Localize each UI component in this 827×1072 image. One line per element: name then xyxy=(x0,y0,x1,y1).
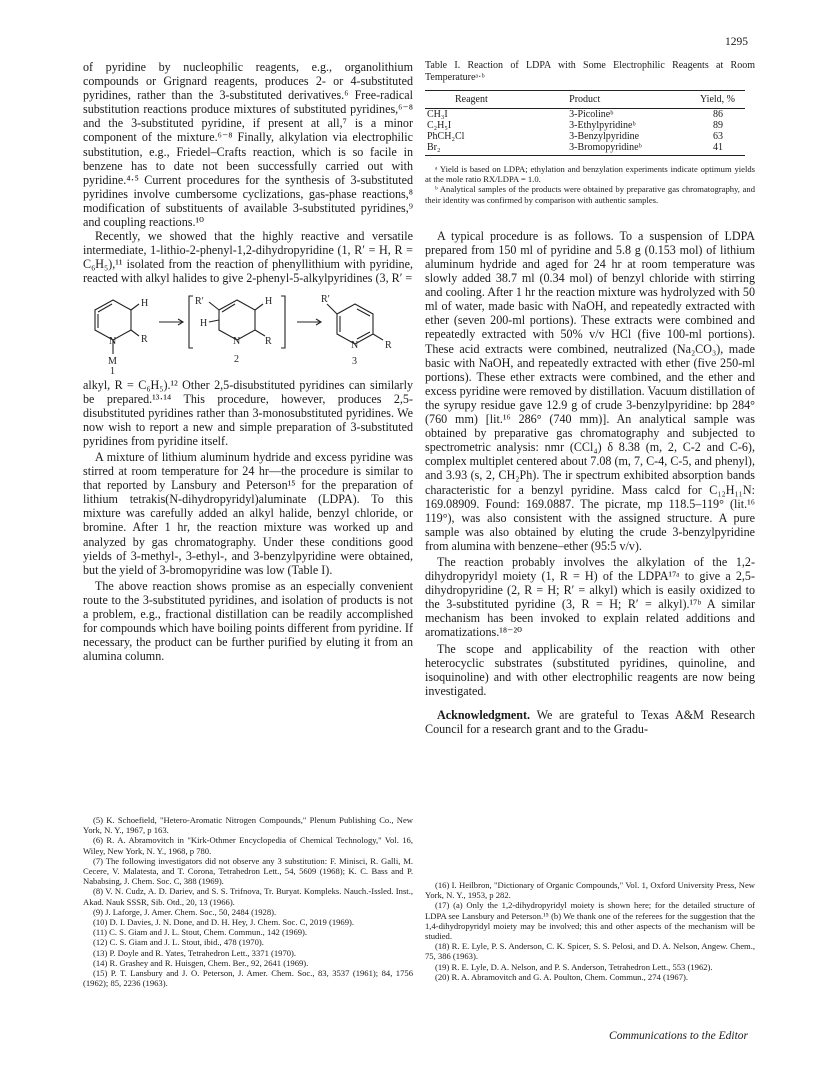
column-header: Product xyxy=(509,91,684,109)
table-row xyxy=(425,142,745,156)
body-paragraph: The reaction probably involves the alkylation of the 1,2-dihydropyridyl moiety (1, R = H) of the LDPA¹⁷ᵃ to give a 2,5-dihydropyridine (2, R = H; R′ = alkyl) which is easily oxidized to the 3-substituted pyridine (3, R = H; R′ = alkyl).¹⁷ᵇ A similar mechanism has been invoked to explain related additions and aromatizations.¹⁸⁻²⁰ xyxy=(425,554,755,640)
left-references xyxy=(83,815,413,988)
reference: (12) C. S. Giam and J. L. Stout, ibid., 478 (1970). xyxy=(93,937,264,948)
atom-n: N xyxy=(109,335,117,347)
reference: (16) I. Heilbron, "Dictionary of Organic Compounds," Vol. 1, Oxford University Press, New York, N. Y., 1953, p 282. xyxy=(425,880,755,901)
atom-m: M xyxy=(108,355,117,367)
table-cell: 41 xyxy=(684,142,745,156)
reaction-scheme xyxy=(83,292,413,374)
table-footnotes xyxy=(425,164,755,205)
body-paragraph: Recently, we showed that the highly reactive and versatile intermediate, 1-lithio-2-phenyl-1,2-dihydropyridine (1, R′ = H, R = C₆H₅),¹¹ isolated from the reaction of phenyllithium with pyridine, reacted with alkyl halides to give 2-phenyl-5-alkylpyridines (3, R′ = xyxy=(83,229,413,286)
reference: (6) R. A. Abramovitch in "Kirk-Othmer Encyclopedia of Chemical Technology," Vol. 16, Wiley, New York, N. Y., 1968, p 780. xyxy=(83,835,413,856)
reference: (18) R. E. Lyle, P. S. Anderson, C. K. Spicer, S. S. Pelosi, and D. A. Nelson, Angew. Chem., 75, 386 (1963). xyxy=(425,941,755,962)
atom-r: R xyxy=(385,339,392,351)
table-cell: C₂H₅I xyxy=(427,120,452,131)
reference: (15) P. T. Lansbury and J. O. Peterson, J. Amer. Chem. Soc., 83, 3537 (1961); 84, 1756 (1962); 85, 2236 (1963). xyxy=(83,968,413,989)
table-row xyxy=(425,109,745,121)
table-row xyxy=(425,120,745,131)
body-paragraph: A mixture of lithium aluminum hydride and excess pyridine was stirred at room temperature for 24 hr—the procedure is similar to that reported by Lansbury and Peterson¹⁵ for the preparation of lithium tetrakis(N-dihydropyridyl)aluminate (LDPA). To this mixture was carefully added an alkyl halide, benzyl chloride, or bromine. After 1 hr, the reaction mixture was worked up and analyzed by gas chromatography. Under these conditions good yields of 3-methyl-, 3-ethyl-, and 3-benzylpyridine were obtained, but the yield of 3-bromopyridine was low (Table I). xyxy=(83,449,413,577)
body-paragraph: of pyridine by nucleophilic reagents, e.g., organolithium compounds or Grignard reagents, produces 2- or 4-substituted pyridines, rather than the 3-substituted derivatives.⁶ Free-radical substitution reactions produce mixtures of substituted pyridines,⁶⁻⁸ and the 3-substituted pyridine, if present at all,⁷ is a minor component of the mixture.⁶⁻⁸ Finally, alkylation via electrophilic substitution, e.g., Friedel–Crafts reaction, which is so facile in benzene has to date not been successfully carried out with pyridine.⁴·⁵ Current procedures for the synthesis of 3-substituted pyridines involve cumbersome cyclizations, gas-phase reactions,⁸ modification of substituents of available 3-substituted pyridines,⁹ and coupling reactions.¹⁰ xyxy=(83,60,413,230)
reference: (19) R. E. Lyle, D. A. Nelson, and P. S. Anderson, Tetrahedron Lett., 553 (1962). xyxy=(435,961,713,972)
acknowledgment xyxy=(425,708,755,736)
table-title: Table I. Reaction of LDPA with Some Electrophilic Reagents at Room Temperatureᵃ·ᵇ xyxy=(425,60,755,83)
left-column xyxy=(83,60,413,663)
right-references xyxy=(425,880,755,982)
atom-r: R xyxy=(265,335,272,347)
reference: (8) V. N. Cudz, A. D. Dariev, and S. S. Trifnova, Tr. Buryat. Kompleks. Nauch.-Issled. Inst., Akad. Nauk SSSR, Sib. Otd., 20, 13 (1966). xyxy=(83,886,413,907)
acknowledgment-title: Acknowledgment. xyxy=(437,707,531,722)
body-paragraph: A typical procedure is as follows. To a suspension of LDPA prepared from 150 ml of pyridine and 5.8 g (0.153 mol) of lithium aluminum hydride and aged for 24 hr at room temperature was slowly added 38.7 ml (0.34 mol) of benzyl chloride with stirring and cooling. After 1 hr the reaction mixture was hydrolyzed with 50 ml of water, made basic with NaOH, and repeatedly extracted with ether (seven 200-ml portions). These extracts were combined and repeatedly extracted with 50% v/v HCl (five 100-ml portions). These acid extracts were combined, neutralized (Na₂CO₃), made basic with NaOH, and repeatedly extracted with ether (five 250-ml portions). These ether extracts were combined, and the ether and excess pyridine were removed by distillation. Vacuum distillation of the syrupy residue gave 12.9 g of crude 3-benzylpyridine: bp 284° (760 mm) [lit.¹⁶ 286° (740 mm)]. An analytical sample was obtained by preparative gas chromatography and subjected to spectrometric analysis: nmr (CCl₄) δ 8.38 (m, 2, C-2 and C-6), complex multiplet centered about 7.08 (m, 7, C-4, C-5, and phenyl), and 3.93 (s, 2, CH₂Ph). The ir spectrum exhibited absorption bands characteristic for a benzyl pyridine. Mass calcd for C₁₂H₁₁N: 169.08909. Found: 169.0887. The picrate, mp 118.5–119° (lit.¹⁶ 119°), was also consistent with the assigned structure. A pure sample was also obtained by eluting the crude 3-benzylpyridine from alumina with benzene–ether (95:5 v/v). xyxy=(425,228,755,553)
atom-r-prime: R′ xyxy=(321,293,330,305)
column-header: Yield, % xyxy=(684,91,745,109)
page-number: 1295 xyxy=(725,36,748,48)
atom-r-prime: R′ xyxy=(195,295,204,307)
column-header: Reagent xyxy=(425,91,509,109)
atom-h: H xyxy=(141,297,149,309)
table-cell: CH₃I xyxy=(427,109,448,120)
compound-label-3: 3 xyxy=(352,355,357,367)
compound-label-2: 2 xyxy=(234,353,239,365)
table-cell: 3-Bromopyridineᵇ xyxy=(509,142,684,156)
reference: (5) K. Schoefield, "Hetero-Aromatic Nitrogen Compounds," Plenum Publishing Co., New York, N. Y., 1967, p 163. xyxy=(83,815,413,836)
compound-label-1: 1 xyxy=(110,365,115,374)
table-row xyxy=(425,131,745,142)
table-cell: 3-Benzylpyridine xyxy=(569,131,640,142)
body-paragraph: The scope and applicability of the reaction with other heterocyclic substrates (substituted pyridines, quinoline, and isoquinoline) and with other electrophilic reagents are now being investigated. xyxy=(425,641,755,698)
reference: (7) The following investigators did not observe any 3 substitution: F. Minisci, R. Galli, M. Cecere, V. Malatesta, and T. Corona, Tetrahedron Lett., 54, 5609 (1968); K. C. Bass and P. Nababsing, J. Chem. Soc. C, 388 (1969). xyxy=(83,855,413,887)
table-footnote: ᵇ Analytical samples of the products were obtained by preparative gas chromatography, and their identity was confirmed by comparison with authentic samples. xyxy=(425,184,755,205)
reference: (14) R. Grashey and R. Huisgen, Chem. Ber., 92, 2641 (1969). xyxy=(93,957,309,968)
table-footnote: ᵃ Yield is based on LDPA; ethylation and benzylation experiments indicate optimum yields at the mole ratio RX/LDPA = 1.0. xyxy=(425,164,755,185)
table-cell: 63 xyxy=(713,131,723,142)
table-cell: 89 xyxy=(713,120,723,131)
reference: (13) P. Doyle and R. Yates, Tetrahedron Lett., 3371 (1970). xyxy=(93,947,297,958)
reference: (20) R. A. Abramovitch and G. A. Poulton, Chem. Commun., 274 (1967). xyxy=(435,971,689,982)
table-cell: 86 xyxy=(713,109,723,120)
reference: (11) C. S. Giam and J. L. Stout, Chem. Commun., 142 (1969). xyxy=(93,927,308,938)
acknowledgment-text: We are grateful to Texas A&M Research Council for a research grant and to the Gradu- xyxy=(425,707,755,736)
atom-h: H xyxy=(200,317,208,329)
section-footer: Communications to the Editor xyxy=(609,1030,748,1042)
right-column xyxy=(425,60,755,736)
table-cell: 3-Picolineᵇ xyxy=(569,109,614,120)
body-paragraph: alkyl, R = C₆H₅).¹² Other 2,5-disubstituted pyridines can similarly be prepared.¹³·¹⁴ This procedure, however, produces 2,5-disubstituted pyridines rather than 3-monosubstituted pyridines. We now wish to report a new and simple preparation of 3-substituted pyridines from pyridine itself. xyxy=(83,377,413,448)
atom-r: R xyxy=(141,333,148,345)
atom-n: N xyxy=(351,339,359,351)
atom-n: N xyxy=(233,335,241,347)
reaction-scheme-figure xyxy=(83,292,413,374)
table-cell: Br₂ xyxy=(425,142,509,156)
reference: (9) J. Laforge, J. Amer. Chem. Soc., 50, 2484 (1928). xyxy=(93,906,277,917)
table-header-row xyxy=(425,91,745,109)
reference: (17) (a) Only the 1,2-dihydropyridyl moiety is shown here; for the detailed structure of LDPA see Lansbury and Peterson.¹⁵ (b) We thank one of the referees for the suggestion that the 1,4-dihydropyridyl moiety may be involved; this and other aspects of the mechanism will be studied. xyxy=(425,900,755,942)
reference: (10) D. I. Davies, J. N. Done, and D. H. Hey, J. Chem. Soc. C, 2019 (1969). xyxy=(93,917,355,928)
body-paragraph: The above reaction shows promise as an especially convenient route to the 3-substituted pyridines, and isolation of products is not a problem, e.g., fractional distillation can be readily accomplished for compounds which have boiling points different from pyridine. If necessary, the product can be further purified by eluting it from an alumina column. xyxy=(83,578,413,664)
table-cell: 3-Ethylpyridineᵇ xyxy=(569,120,636,131)
atom-h: H xyxy=(265,295,273,307)
table-block xyxy=(425,60,755,205)
results-table xyxy=(425,90,745,156)
table-cell: PhCH₂Cl xyxy=(427,131,465,142)
